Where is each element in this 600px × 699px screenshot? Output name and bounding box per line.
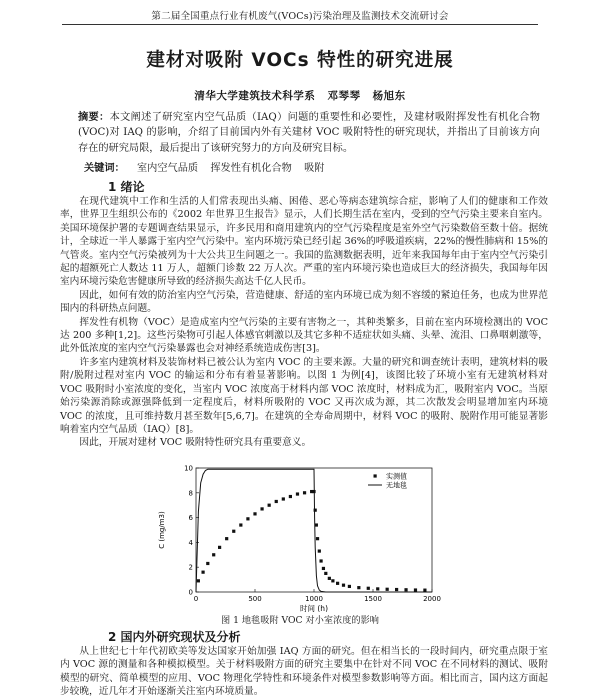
y-axis-label: C (mg/m3) bbox=[158, 511, 166, 549]
keywords bbox=[84, 159, 334, 174]
data-point-measured bbox=[376, 587, 379, 590]
section-2-title: 2 国内外研究现状及分析 bbox=[108, 630, 241, 644]
data-point-measured bbox=[423, 589, 426, 592]
x-tick-label: 2000 bbox=[423, 595, 441, 603]
y-tick-label: 6 bbox=[188, 514, 193, 523]
data-point-measured bbox=[414, 588, 417, 591]
paragraph: 因此，如何有效的防治室内空气污染，营造健康、舒适的室内环境已成为刻不容缓的紧迫任务，也成为世界范围内的科研热点问题。 bbox=[60, 289, 548, 315]
y-tick-label: 2 bbox=[188, 563, 193, 572]
keyword: 挥发性有机化合物 bbox=[210, 163, 292, 174]
legend-label: 无地毯 bbox=[386, 481, 407, 490]
data-point-measured bbox=[404, 588, 407, 591]
keywords-label: 关键词： bbox=[84, 162, 125, 174]
data-point-measured bbox=[324, 572, 327, 575]
paragraph: 因此，开展对建材 VOC 吸附特性研究具有重要意义。 bbox=[79, 437, 312, 449]
x-tick-label: 500 bbox=[248, 595, 262, 603]
x-axis-label: 时间 (h) bbox=[300, 604, 328, 612]
data-point-measured bbox=[303, 491, 306, 494]
data-point-measured bbox=[239, 523, 242, 526]
data-point-measured bbox=[232, 530, 235, 533]
paragraph: 从上世纪七十年代初欧美等发达国家开始加强 IAQ 方面的研究。但在相当长的一段时间内，研究重点限于室内 VOC 源的测量和各种模拟模型。关于材料吸附方面的研究主要集中在针对不同 VOC 在不同材料的测试、吸附模型的研究、简单模型的应用、VOC 物理化学特性和环境条件对模型参数影响等方面。相比而言，国内这方面起步较晚，近几年才开始逐渐关注室内环境质量。 bbox=[60, 646, 548, 698]
data-point-measured bbox=[260, 507, 263, 510]
section-2-body bbox=[60, 645, 548, 699]
x-tick-label: 0 bbox=[193, 595, 199, 603]
data-point-measured bbox=[218, 546, 221, 549]
data-point-measured bbox=[282, 497, 285, 500]
author-name: 邓琴琴 bbox=[327, 90, 361, 102]
data-point-measured bbox=[395, 588, 398, 591]
section-1-title: 1 绪论 bbox=[108, 180, 145, 194]
author-line bbox=[0, 88, 600, 103]
data-point-measured bbox=[348, 585, 351, 588]
data-point-measured bbox=[328, 577, 331, 580]
figure-1-caption: 图 1 地毯吸附 VOC 对小室浓度的影响 bbox=[221, 615, 379, 626]
data-point-measured bbox=[268, 504, 271, 507]
data-point-measured bbox=[331, 579, 334, 582]
y-tick-label: 4 bbox=[188, 538, 193, 547]
keyword: 室内空气品质 bbox=[137, 163, 199, 174]
running-header: 第二届全国重点行业有机废气(VOCs)污染治理及监测技术交流研讨会 bbox=[151, 11, 449, 22]
data-point-measured bbox=[296, 492, 299, 495]
data-point-measured bbox=[367, 587, 370, 590]
keyword: 吸附 bbox=[304, 163, 325, 174]
data-point-measured bbox=[225, 537, 228, 540]
y-tick-label: 10 bbox=[184, 464, 193, 473]
abstract-text: 本文阐述了研究室内空气品质（IAQ）问题的重要性和必要性，及建材吸附挥发性有机化合物(VOC)对 IAQ 的影响，介绍了目前国内外有关建材 VOC 吸附特性的研究现状，并指出了目前该方向存在的研究局限，最后提出了该研究努力的方向及研究目标。 bbox=[78, 112, 540, 154]
paper-title: 建材对吸附 VOCs 特性的研究进展 bbox=[146, 50, 454, 71]
data-point-measured bbox=[212, 553, 215, 556]
data-point-measured bbox=[275, 500, 278, 503]
figure-1-chart bbox=[154, 462, 444, 612]
data-point-measured bbox=[197, 579, 200, 582]
data-point-measured bbox=[316, 537, 319, 540]
data-point-measured bbox=[246, 517, 249, 520]
affiliation: 清华大学建筑技术科学系 bbox=[194, 90, 316, 102]
author-name: 杨旭东 bbox=[372, 90, 406, 102]
data-point-measured bbox=[319, 559, 322, 562]
data-point-measured bbox=[289, 495, 292, 498]
x-tick-label: 1000 bbox=[305, 595, 323, 603]
y-tick-label: 0 bbox=[188, 588, 193, 597]
data-point-measured bbox=[201, 571, 204, 574]
abstract-label: 摘要： bbox=[78, 111, 110, 123]
legend-label: 实测值 bbox=[386, 472, 407, 481]
section-1-body bbox=[60, 195, 548, 450]
data-point-measured bbox=[336, 582, 339, 585]
data-point-measured bbox=[253, 512, 256, 515]
x-tick-label: 1500 bbox=[364, 595, 382, 603]
data-point-measured bbox=[357, 586, 360, 589]
paragraph: 在现代建筑中工作和生活的人们常表现出头痛、困倦、恶心等病态建筑综合症，影响了人们的健康和工作效率，世界卫生组织公布的《2002 年世界卫生报告》显示，人们长期生活在室内，受到的空气污染主要来自室内。美国环境保护署的专题调查结果显示，许多民用和商用建筑内的空气污染程度是室外空气污染数倍至数十倍。据统计，全球近一半人暴露于室内空气污染中。室内环境污染已经引起 36%的呼吸道疾病，22%的慢性肺病和 15%的气管炎。室内空气污染被列为十大公共卫生问题之一。我国的监测数据表明，近年来我国每年由于室内空气污染引起的超额死亡人数达 11 万人，超额门诊数 22 万人次。严重的室内环境污染也造成巨大的经济损失，我国每年因室内环境污染危害健康所导致的经济损失高达千亿人民币。 bbox=[60, 196, 548, 288]
header-rule bbox=[62, 24, 538, 25]
paragraph: 挥发性有机物（VOC）是造成室内空气污染的主要有害物之一，其种类繁多，目前在室内环境检测出的 VOC 达 200 多种[1,2]。这些污染物可引起人体感官刺激以及其它多种不适症状如头痛、头晕、流泪、口鼻咽刺激等，此外低浓度的室内空气污染暴露也会对神经系统造成伤害[3]。 bbox=[60, 316, 548, 355]
data-point-measured bbox=[318, 549, 321, 552]
data-point-measured bbox=[322, 567, 325, 570]
data-point-measured bbox=[342, 584, 345, 587]
legend-swatch-point bbox=[374, 474, 377, 477]
paragraph: 许多室内建筑材料及装饰材料已被公认为室内 VOC 的主要来源。大量的研究和调查统计表明，建筑材料的吸附/脱附过程对室内 VOC 的输运和分布有着显著影响。以图 1 为例[4]，该图比较了环境小室有无建筑材料对 VOC 吸附时小室浓度的变化，当室内 VOC 浓度高于材料内部 VOC 浓度时，材料成为汇，吸附室内 VOC。当原始污染源消除或源强降低到一定程度后，材料所吸附的 VOC 又再次成为源，其二次散发会明显增加室内环境 VOC 的浓度，且可维持数月甚至数年[5,6,7]。在建筑的全寿命周期中，材料 VOC 的吸附、脱附作用可能显著影响着室内空气品质（IAQ）[8]。 bbox=[60, 356, 548, 435]
y-tick-label: 8 bbox=[188, 489, 193, 498]
abstract bbox=[78, 110, 540, 156]
data-point-measured bbox=[206, 562, 209, 565]
data-point-measured bbox=[386, 588, 389, 591]
